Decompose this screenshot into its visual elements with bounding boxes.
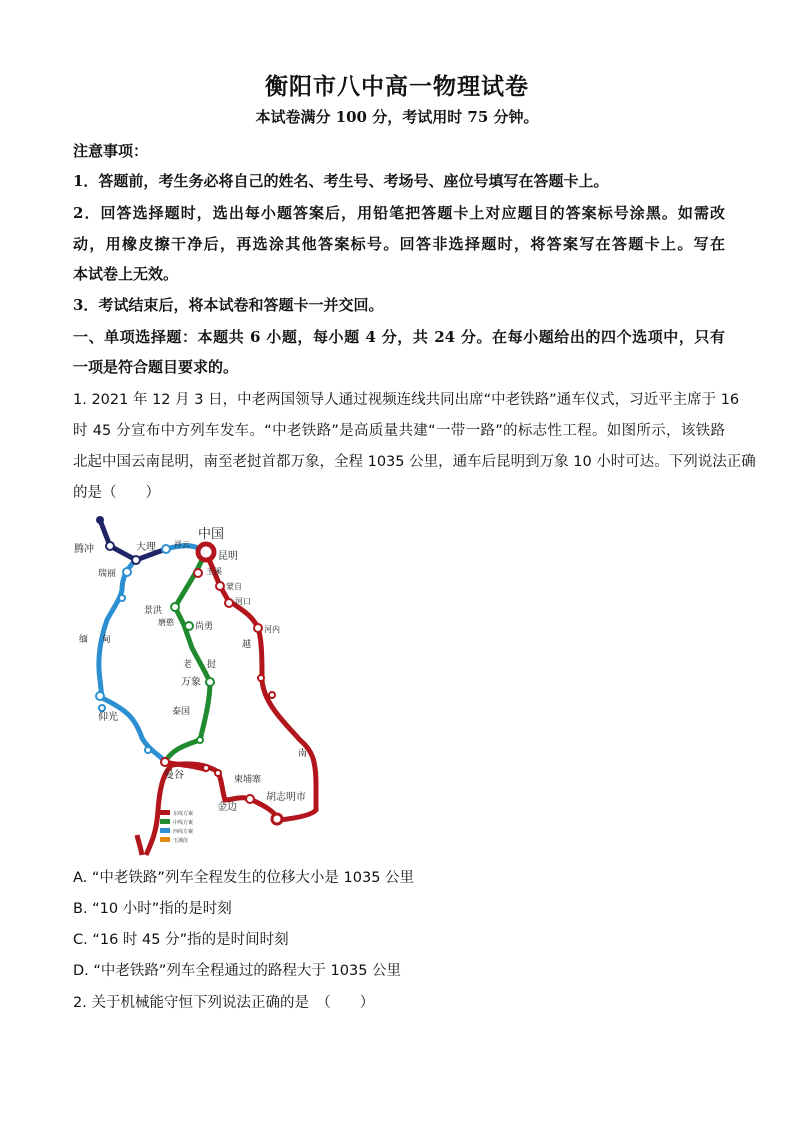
railway-map: [72, 510, 332, 860]
east-station-icon: [258, 675, 264, 681]
label-yuxi: 玉溪: [206, 567, 222, 576]
label-ruili: 瑞丽: [98, 569, 117, 579]
question-1-line-3: 北起中国云南昆明，南至老挝首都万象，全程 1035 公里，通车后昆明到万象 10 小时可达。下列说法正确: [73, 454, 756, 470]
notes-heading: 注意事项：: [73, 142, 149, 160]
label-bangkok: 曼谷: [164, 770, 184, 781]
tengchong-station-icon: [106, 542, 114, 550]
label-hanoi: 河内: [264, 625, 280, 634]
west-station-icon: [99, 705, 105, 711]
legend-yuxi-swatch: [160, 837, 170, 842]
west-line: [99, 560, 165, 762]
label-kunming: 昆明: [218, 551, 238, 562]
label-vientiane: 万象: [181, 677, 201, 688]
dali-station-icon: [132, 556, 140, 564]
terminal-station-icon: [96, 516, 104, 524]
label-dali: 大理: [136, 542, 156, 553]
label-cambodia: 柬埔寨: [234, 775, 262, 785]
question-1-line-2: 时 45 分宣布中方列车发车。“中老铁路”是高质量共建“一带一路”的标志性工程。如图所示，该铁路: [73, 423, 725, 439]
page-title: 衡阳市八中高一物理试卷: [265, 73, 529, 100]
label-hekou: 河口: [235, 597, 251, 606]
question-1-line-1: 1. 2021 年 12 月 3 日，中老两国领导人通过视频连线共同出席“中老铁路”通车仪式，习近平主席于 16: [73, 392, 740, 408]
label-yangon: 仰光: [98, 712, 118, 723]
legend-west-label: 西线方案: [173, 829, 194, 835]
legend-west-swatch: [160, 828, 170, 833]
label-mengzi: 蒙自: [226, 582, 242, 591]
notes-item-2-line-3: 本试卷上无效。: [73, 265, 179, 283]
page-subtitle: 本试卷满分 100 分，考试用时 75 分钟。: [255, 108, 539, 126]
question-1-line-4: 的是（ ）: [73, 485, 160, 501]
hanoi-station-icon: [254, 624, 262, 632]
hcmc-station-icon: [272, 814, 282, 824]
north-line: [100, 520, 166, 560]
label-hcmc: 胡志明市: [266, 792, 306, 803]
legend-east-swatch: [160, 810, 170, 815]
east-station-icon: [269, 692, 275, 698]
jinghong-station-icon: [171, 603, 179, 611]
question-1-option-c: C. “16 时 45 分”指的是时间时刻: [73, 932, 289, 948]
label-nan: 南: [298, 749, 308, 759]
label-wo: 挝: [207, 660, 217, 670]
legend-east-label: 东线方案: [173, 811, 194, 817]
notes-item-2-line-2: 动，用橡皮擦干净后，再选涂其他答案标号。回答非选择题时，将答案写在答题卡上。写在: [73, 235, 725, 253]
yangon-station-icon: [96, 692, 104, 700]
notes-item-3: 3．考试结束后，将本试卷和答题卡一并交回。: [73, 296, 384, 314]
phnompenh-station-icon: [246, 795, 254, 803]
map-legend: [160, 810, 193, 844]
mengzi-station-icon: [216, 582, 224, 590]
label-thailand: 泰国: [172, 707, 191, 717]
notes-item-1: 1．答题前，考生务必将自己的姓名、考生号、考场号、座位号填写在答题卡上。: [73, 172, 609, 190]
west-station-icon: [119, 595, 125, 601]
question-2-line-1: 2. 关于机械能守恒下列说法正确的是 （ ）: [73, 995, 375, 1011]
east-line-tail: [137, 835, 142, 855]
label-shangyong: 尚勇: [195, 622, 214, 632]
west-station-icon: [145, 747, 151, 753]
legend-central-label: 中线方案: [173, 820, 194, 826]
label-yue: 越: [242, 640, 252, 650]
shangyong-station-icon: [185, 622, 193, 630]
label-mohan: 磨憨: [158, 618, 174, 627]
legend-yuxi-label: 玉溪段: [173, 838, 189, 844]
east-station-icon: [203, 765, 209, 771]
section-1-line-1: 一、单项选择题：本题共 6 小题，每小题 4 分，共 24 分。在每小题给出的四个选项中，只有: [73, 328, 725, 346]
east-station-icon: [215, 770, 221, 776]
question-1-option-a: A. “中老铁路”列车全程发生的位移大小是 1035 公里: [73, 870, 415, 886]
legend-central-swatch: [160, 819, 170, 824]
question-1-option-b: B. “10 小时”指的是时刻: [73, 901, 232, 917]
label-tengchong: 腾冲: [74, 544, 94, 555]
question-1-option-d: D. “中老铁路”列车全程通过的路程大于 1035 公里: [73, 963, 402, 979]
notes-item-2-line-1: 2．回答选择题时，选出每小题答案后，用铅笔把答题卡上对应题目的答案标号涂黑。如需改: [73, 204, 725, 222]
label-miandian-2: 甸: [102, 635, 112, 645]
central-station-icon: [197, 737, 203, 743]
central-line: [165, 552, 210, 762]
label-lao: 老: [183, 660, 193, 670]
yuxi-station-icon: [194, 569, 202, 577]
bangkok-station-icon: [161, 758, 169, 766]
ruili-station-icon: [123, 568, 131, 576]
label-miandian-1: 缅: [79, 635, 89, 645]
kunming-station-icon: [198, 544, 214, 560]
section-1-line-2: 一项是符合题目要求的。: [73, 358, 239, 376]
label-china: 中国: [198, 527, 225, 542]
hekou-station-icon: [225, 599, 233, 607]
label-jinghong: 景洪: [144, 606, 163, 616]
vientiane-station-icon: [206, 678, 214, 686]
label-xiangyun: 祥云: [174, 540, 190, 549]
xiangyun-station-icon: [162, 545, 170, 553]
label-phnompenh: 金边: [217, 802, 237, 813]
